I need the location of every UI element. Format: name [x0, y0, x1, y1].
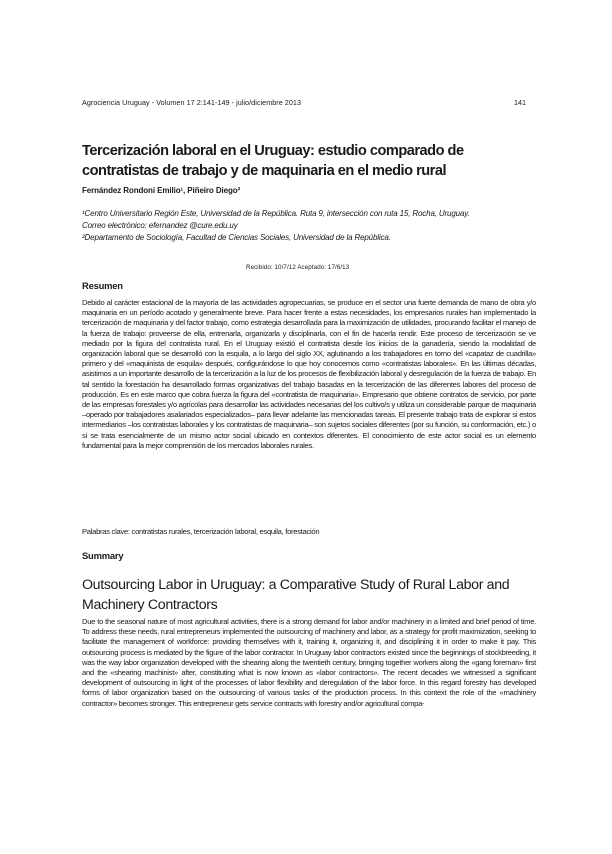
summary-heading: Summary [82, 550, 124, 561]
page-number: 141 [514, 98, 526, 107]
keywords: Palabras clave: contratistas rurales, tercerización laboral, esquila, forestación [82, 527, 320, 536]
resumen-paragraph: Debido al carácter estacional de la mayoría de las actividades agropecuarias, se produce en el sector una fuerte demanda de mano de obra y/o maquinaria en un período acotado y generalmente breve. Para hacer frente a estas necesidades, los empresarios rurales han implementado la tercerización de maquinaria y del factor trabajo, como estrategia desarrollada para la maximización de utilidades, procurando facilitar el manejo de la fuerza de trabajo: proveerse de ella, entrenarla, organizarla y disciplinarla, con el fin de hacerla rendir. Este proceso de tercerización se ve mediado por la figura del contratista rural. En el Uruguay existió el contratista desde los inicios de la ganadería, siendo la modalidad de organización laboral que se desarrolló con la esquila, a lo largo del siglo XX, aglutinando a los trabajadores en torno del «capataz de cuadrilla» primero y del «maquinista de esquila» después, configurándose lo que hoy conocemos como «contratistas laborales». En las últimas décadas, asistimos a un importante desarrollo de la tercerización a la luz de los procesos de flexibilización laboral y desregulación de la fuerza de trabajo. En tal sentido la forestación ha desarrollado formas organizativas del trabajo basadas en la tercerización de las diferentes labores del proceso de producción. Es en este marco que cobra fuerza la figura del «contratista de maquinaria». Empresario que obtiene contratos de servicio, por parte de las empresas forestales y/o agrícolas para desarrollar las actividades necesarias del los cultivo/s y utiliza un considerable parque de maquinaria –operado por trabajadores asalariados especializados– para llevar adelante las mencionadas tareas. El presente trabajo trata de explorar si estos intermediarios –los contratistas laborales y los contratistas de maquinaria– son sujetos sociales diferentes (por su función, su conformación, etc.) o si se trata esencialmente de un mismo actor social ubicado en contextos diferentes. El conocimiento de este actor social es un elemento fundamental para la mejor comprensión de los mercados laborales rurales. [82, 298, 536, 450]
resumen-heading: Resumen [82, 280, 123, 291]
english-title: Outsourcing Labor in Uruguay: a Comparative Study of Rural Labor and Machinery Contractors [82, 577, 510, 613]
summary-paragraph: Due to the seasonal nature of most agricultural activities, there is a strong demand for labor and/or machinery in a limited and brief period of time. To address these needs, rural entrepreneurs implemented the outsourcing of machinery and labor, as a strategy for profit maximization, seeking to facilitate the management of workforce: providing themselves with it, training it, organizing it, and disciplining it in order to make it pay. This outsourcing process is mediated by the figure of the labor contractor. In Uruguay labor contractors existed since the beginnings of stockbreeding, it was the way labor organization developed with the shearing along the twentieth century, bringing together workers along the «gang foreman» first and the «shearing machinist» after, constituting what is now known as «labor contractors». The recent decades we witnessed a significant development of outsourcing in light of the processes of labor flexibility and deregulation of the labor force. In this regard forestry has developed forms of labor organization based on the outsourcing of various tasks of the production process. In this context the role of the «machinery contractor» becomes stronger. This entrepreneur gets service contracts with forestry and/or agricultural compa- [82, 617, 536, 708]
affiliation-1: ¹Centro Universitario Región Este, Universidad de la República. Ruta 9, intersección con ruta 15, Rocha, Uruguay. [82, 209, 470, 218]
article-title: Tercerización laboral en el Uruguay: estudio comparado de contratistas de trabajo y de maquinaria en el medio rural [82, 143, 464, 179]
contact-email: Correo electrónico: efernandez @cure.edu.uy [82, 221, 238, 230]
author-list: Fernández Rondoni Emilio¹, Piñeiro Diego² [82, 186, 241, 195]
affiliation-2: ²Departamento de Sociología, Facultad de Ciencias Sociales, Universidad de la República. [82, 233, 391, 242]
running-header: Agrociencia Uruguay - Volumen 17 2:141-149 - julio/diciembre 2013 [82, 98, 301, 107]
received-accepted-dates: Recibido: 10/7/12 Aceptado: 17/6/13 [246, 264, 350, 271]
